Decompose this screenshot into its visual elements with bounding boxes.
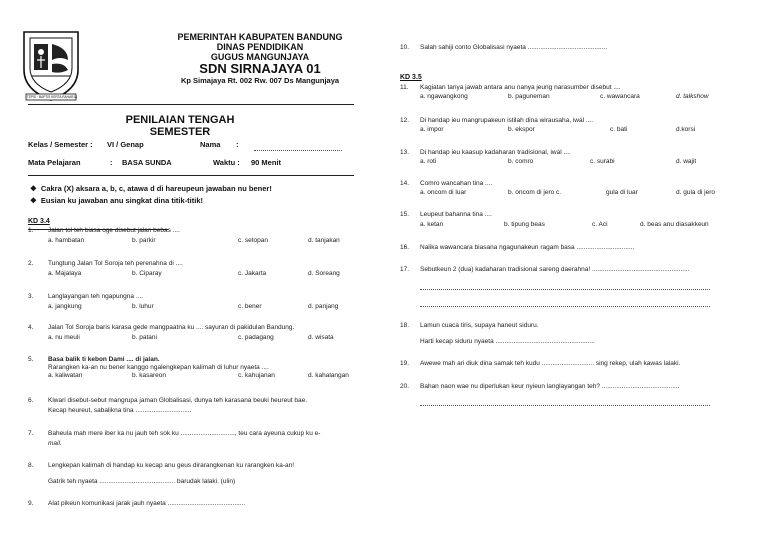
option[interactable]: d. beas anu diasakkeun <box>640 221 709 228</box>
option[interactable]: b. ekspor <box>508 126 535 133</box>
option[interactable]: a. impor <box>420 126 444 133</box>
option[interactable]: a. nu meuli <box>48 334 80 341</box>
nama-colon: : <box>236 140 239 149</box>
option[interactable]: d. Soreang <box>308 270 340 277</box>
letterhead <box>100 32 420 86</box>
nama-label: Nama <box>200 140 221 149</box>
agency-line: DINAS PENDIDIKAN <box>216 42 304 52</box>
option[interactable]: a. roti <box>420 158 437 165</box>
option[interactable]: d. kahalangan <box>308 372 349 379</box>
option[interactable]: c. setopan <box>238 237 268 244</box>
option[interactable]: b. oncom di jero c. <box>508 189 562 196</box>
exam-title: PENILAIAN TENGAH SEMESTER <box>125 114 235 138</box>
kd-heading-34: KD 3.4 <box>28 218 50 225</box>
waktu-label: Waktu : <box>213 158 240 167</box>
option[interactable]: a. jangkung <box>48 303 82 310</box>
option[interactable]: c. surabi <box>590 158 615 165</box>
answer-line[interactable] <box>420 405 710 406</box>
mapel-value: BASA SUNDA <box>122 158 172 167</box>
option[interactable]: b. kasareon <box>132 372 166 379</box>
option[interactable]: c. bener <box>238 303 262 310</box>
option[interactable]: a. ngawangkong <box>420 93 468 100</box>
option[interactable]: b. Ciparay <box>132 270 162 277</box>
option[interactable]: d.korsi <box>676 126 696 133</box>
option[interactable]: c. Aci <box>592 221 608 228</box>
govt-line: PEMERINTAH KABUPATEN BANDUNG <box>177 32 343 42</box>
option[interactable]: gula di luar <box>606 189 638 196</box>
option[interactable]: d. talkshow <box>676 93 709 100</box>
logo-caption: TEPIS · BAPTIS KERTA RAHARJA <box>26 95 78 99</box>
district-logo <box>20 30 82 102</box>
option[interactable]: a. oncom di luar <box>420 189 467 196</box>
answer-line[interactable] <box>420 306 710 307</box>
info-divider <box>28 175 354 176</box>
option[interactable]: d. panjang <box>308 303 339 310</box>
nama-blank[interactable] <box>254 150 342 151</box>
option[interactable]: b. comro <box>508 158 534 165</box>
option[interactable]: d. tanjakan <box>308 237 340 244</box>
header-divider <box>28 104 354 105</box>
school-name: SDN SIRNAJAYA 01 <box>199 61 321 76</box>
option[interactable]: c. Jakarta <box>238 270 267 277</box>
option[interactable]: c. wawancara <box>600 93 640 100</box>
waktu-value: 90 Menit <box>251 158 282 167</box>
option[interactable]: b. tipung beas <box>504 221 545 228</box>
option[interactable]: a. Majalaya <box>48 270 82 277</box>
option[interactable]: b. luhur <box>132 303 154 310</box>
option[interactable]: c. kahujanan <box>238 372 275 379</box>
instruction-2: ❖ Eusian ku jawaban anu singkat dina titik-titik! <box>30 196 204 205</box>
option[interactable]: c. padagang <box>238 334 274 341</box>
option[interactable]: d. gula di jero <box>676 189 716 196</box>
school-address: Kp Simajaya Rt. 002 Rw. 007 Ds Mangunjaya <box>180 76 340 85</box>
kelas-value: VI / Genap <box>107 140 144 149</box>
option[interactable]: c. bati <box>610 126 628 133</box>
option[interactable]: a. ketan <box>420 221 444 228</box>
option[interactable]: a. kaliwatan <box>48 372 83 379</box>
option[interactable]: a. hambatan <box>48 237 85 244</box>
mapel-label: Mata Pelajaran <box>28 158 81 167</box>
option[interactable]: b. patani <box>132 334 157 341</box>
option[interactable]: b. parkir <box>132 237 156 244</box>
kd-heading-35: KD 3.5 <box>400 74 422 81</box>
exam-sheet: TEPIS · BAPTIS KERTA RAHARJA PEMERINTAH KABUPATEN BANDUNG DINAS PENDIDIKAN GUGUS MANGUNJAYA SDN SIRNAJAYA 01 Kp Simajaya Rt. 002 Rw. 007 Ds Mangunjaya PENILAIAN TENGAH SEMESTER Kelas / Semester : VI / Genap Nama : Mata Pelajaran : BASA SUNDA Waktu : 90 Menit ❖ Cakra (X) aksara a, b, c, atawa d di hareupeun jawaban nu bener! ❖ Eusian ku jawaban anu singkat dina titik-titik! KD 3.4 1. Jalan tol teh biasa oge disebut jalan bebas .... a. hambatan b. parkir c. setopan d. tanjakan 2. Tungtung Jalan Tol Soroja teh perenahna di .... a. Majalaya b. Ciparay c. Jakarta d. Soreang 3. Langlayangan teh ngapungna .... a. jangkung b. luhur c. bener d. panjang 4. Jalan Tol Soroja baris karasa gede mangpaatna ku .... sayuran di pakidulan Bandung. a. nu meuli b. patani c. padagang d. wisata 5. Basa balik ti kebon Dami .... di jalan. Rarangken ka-an nu bener kanggo ngalengkepan kalimah di luhur nyaeta .... a. kaliwatan b. kasareon c. kahujanan d. kahalangan 6. Kiwari disebut-sebut mangrupa jaman Globalisasi, dunya teh karasana beuki heureut bae. Kecap heureut, sabalikna tina ............................... 7. Baheula mah mere iber ka nu jauh teh sok ku .............................., teu cara ayeuna cukup ku e- mail. 8. Lengkepan kalimah di handap ku kecap anu geus dirarangkenan ku rarangken ka-an! Gatrik teh nyaeta .......................................... barudak lalaki. (ulin) 9. Alat pikeun komunikasi jarak jauh nyaeta ........................................... 10. Salah sahiji conto Globalisasi nyaeta ............................................ KD 3.5 11. Kagiatan tanya jawab antara anu nanya jeung narasumber disebut .... a. ngawangkong b. paguneman c. wawancara d. talkshow 12. Di handap ieu mangrupakeun istilah dina wirausaha, iwal .... a. impor b. ekspor c. bati d.korsi 13. Di handap ieu kaasup kadaharan tradisional, iwal .... a. roti b. comro c. surabi d. wajit 14. Comro wancahan tina .... a. oncom di luar b. oncom di jero c. gula di luar d. gula di jero 15. Leupeut bahanna tina .... a. ketan b. tipung beas c. Aci d. beas anu diasakkeun 16. Nalika wawancara biasana ngagunakeun ragam basa ................................ 17. Sebutkeun 2 (dua) kadaharan tradisional sareng daerahna! ...................................................... 18. Lamun cuaca tiris, supaya haneut siduru. Harti kecap siduru nyaeta ....................................................... 19. Awewe mah ari diuk dina samak teh kudu ............................. sing rekep, ulah kawas lalaki. 20. Bahan naon wae nu diperlukan keur nyieun langlayangan teh? ........................................... <box>0 0 768 543</box>
cluster-line: GUGUS MANGUNJAYA <box>210 52 310 62</box>
answer-line[interactable] <box>420 289 710 290</box>
kelas-label: Kelas / Semester : <box>28 140 93 149</box>
option[interactable]: d. wisata <box>308 334 334 341</box>
mapel-colon: : <box>110 158 113 167</box>
option[interactable]: d. wajit <box>676 158 697 165</box>
option[interactable]: b. paguneman <box>508 93 550 100</box>
instruction-1: ❖ Cakra (X) aksara a, b, c, atawa d di hareupeun jawaban nu bener! <box>30 184 272 193</box>
